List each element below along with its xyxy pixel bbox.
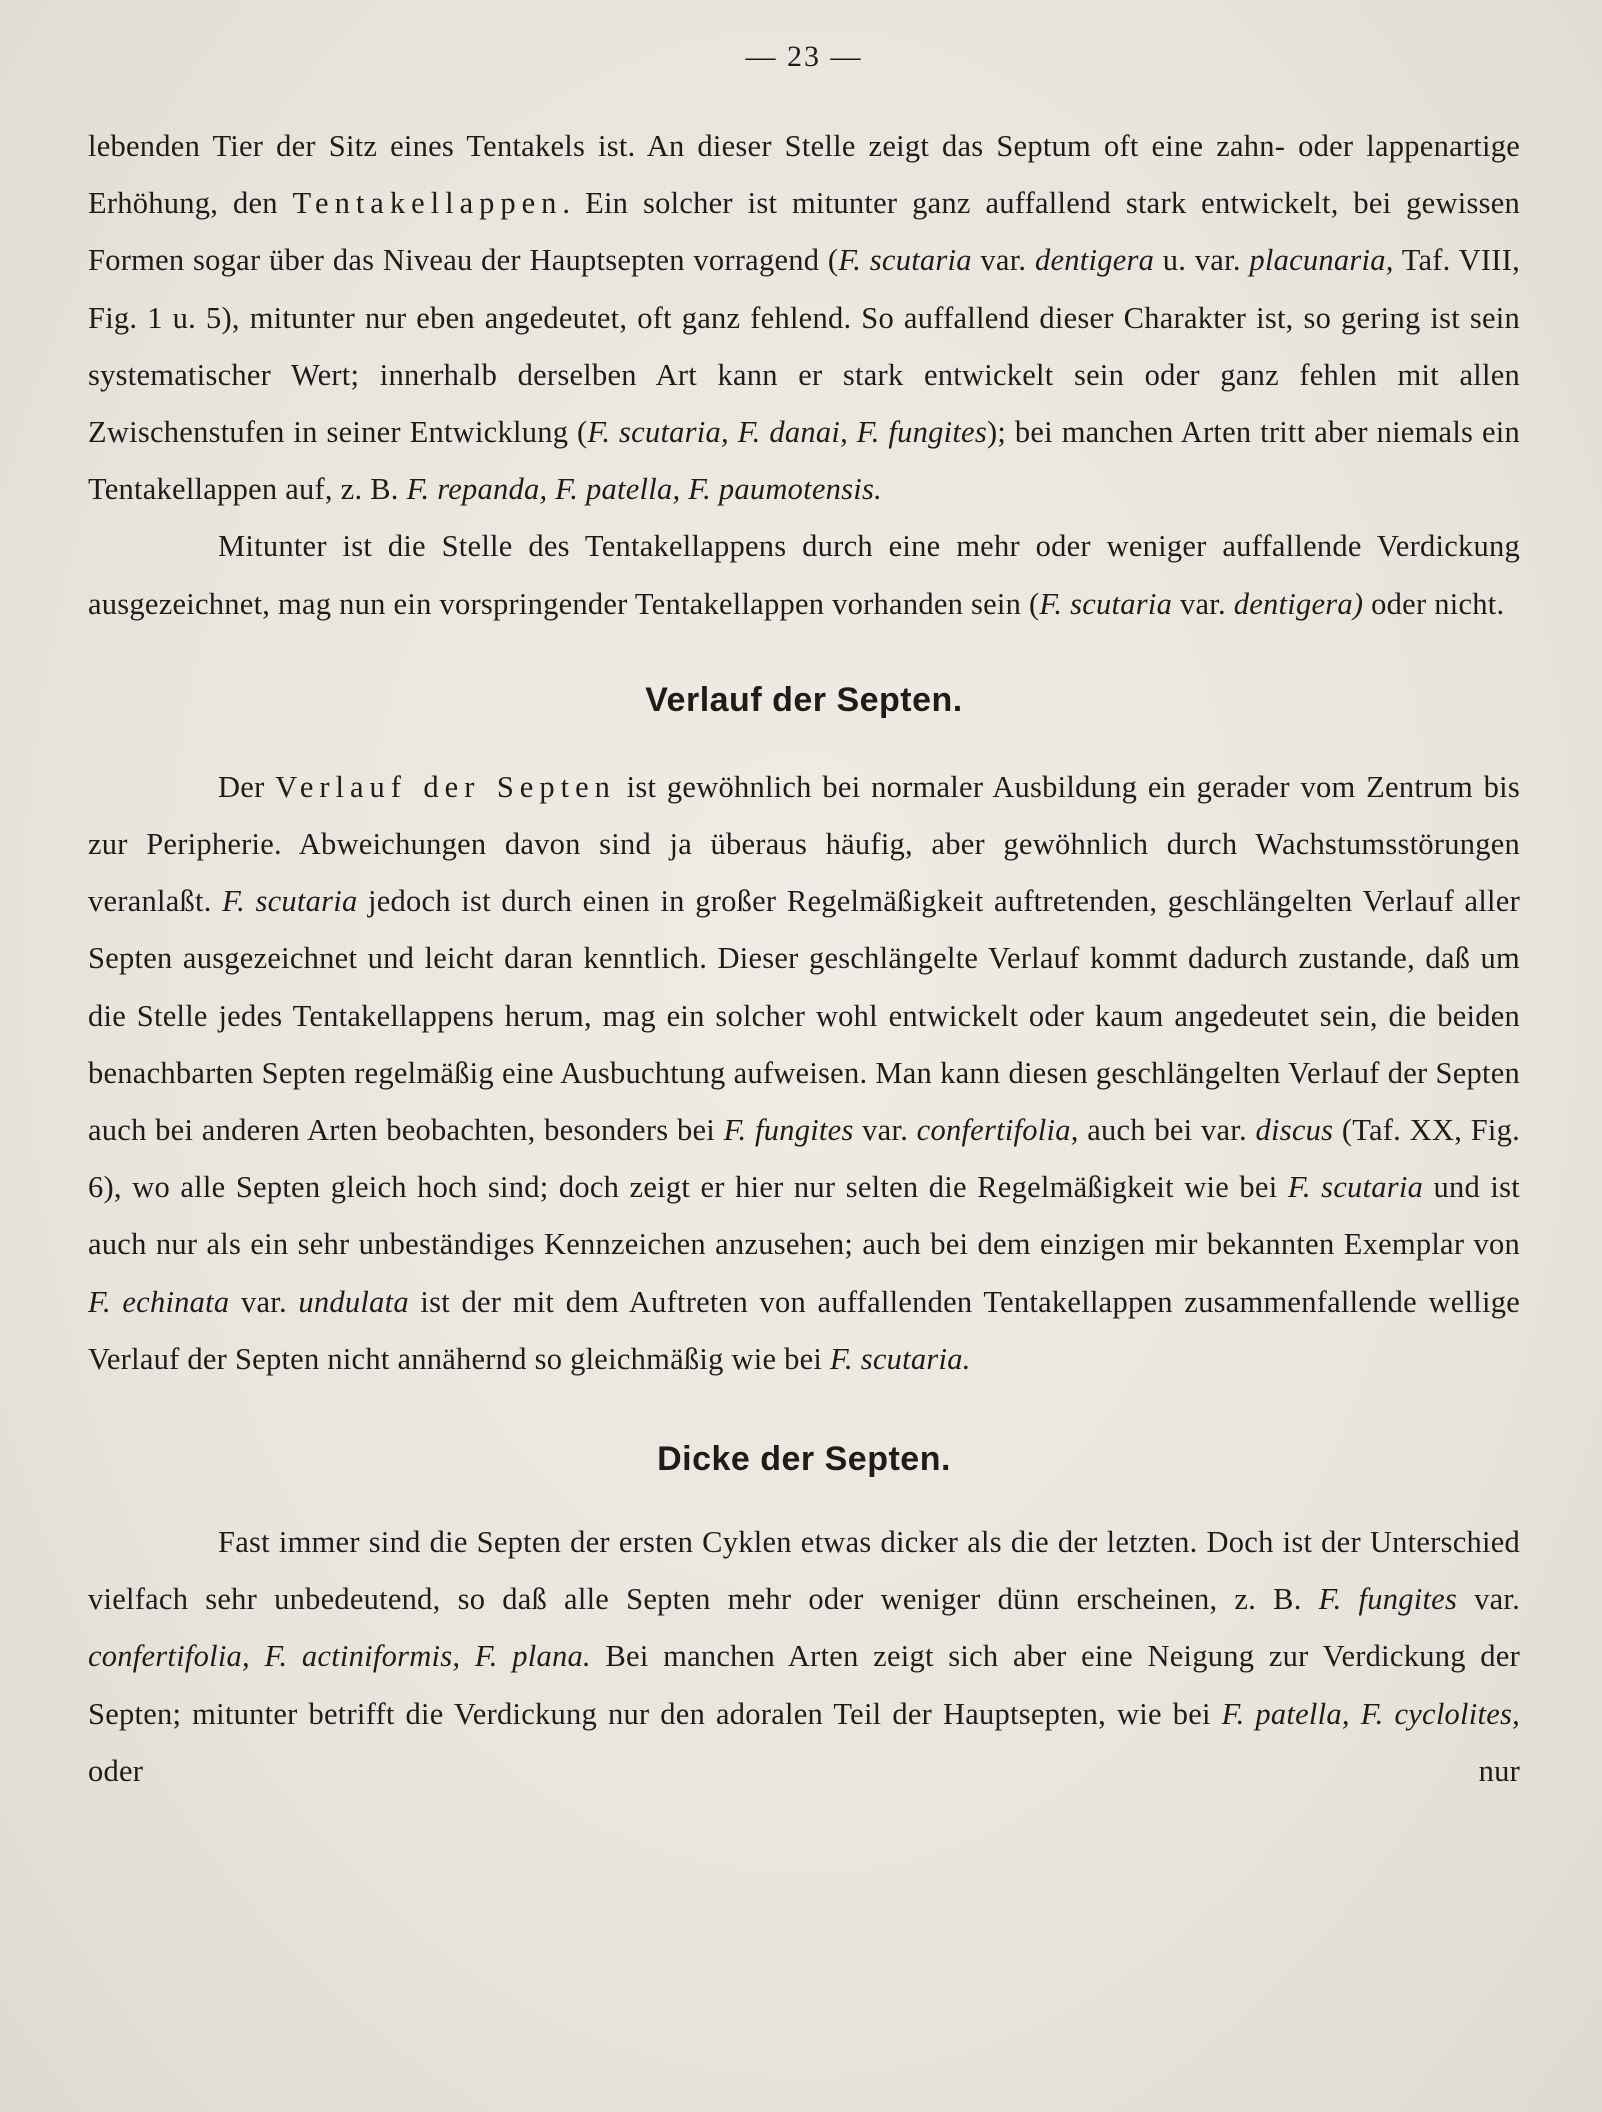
text-run: var. <box>853 1113 917 1148</box>
species-name: confertifolia, <box>916 1113 1079 1148</box>
paragraph-dicke <box>88 1514 1520 1800</box>
text-run: . Ein solcher ist mitunter ganz auffallend stark entwickelt, bei gewissen Formen sogar über das Niveau der Hauptsepten vorragend ( <box>88 186 1520 278</box>
text-run: Bei manchen Arten zeigt sich aber eine Neigung zur Verdickung der Septen; mitunter betrifft die Verdickung nur den adoralen Teil der Hauptsepten, wie bei <box>88 1639 1520 1731</box>
paragraph-verdickung <box>88 518 1520 632</box>
text-run: var. <box>229 1284 299 1319</box>
text-run: var. <box>1457 1582 1520 1617</box>
text-run: var. <box>971 243 1035 278</box>
species-name: F. scutaria, F. danai, F. fungites <box>587 415 987 450</box>
species-name: undulata <box>298 1284 409 1319</box>
text-run: auch bei var. <box>1078 1113 1256 1148</box>
emphasis-spaced: Verlauf der Septen <box>275 769 616 804</box>
paragraph-verlauf <box>88 759 1520 1388</box>
species-name: dentigera) <box>1233 586 1364 621</box>
species-name: confertifolia, F. actiniformis, F. plana. <box>88 1639 591 1674</box>
species-name: discus <box>1255 1113 1334 1148</box>
text-run: ist der mit dem Auftreten von auffallenden Tentakellappen zusammenfallende wellige Verlauf der Septen nicht annähernd so gleichmäßig wie bei <box>88 1284 1520 1376</box>
species-name: F. fungites <box>723 1113 854 1148</box>
text-run: Mitunter ist die Stelle des Tentakellappens durch eine mehr oder weniger auffallende Verdickung ausgezeichnet, mag nun ein vorspringender Tentakellappen vorhanden sein ( <box>88 529 1520 621</box>
text-run: var. <box>1172 586 1234 621</box>
species-name: F. scutaria <box>838 243 972 278</box>
section-verlauf <box>88 759 1520 1388</box>
text-run: jedoch ist durch einen in großer Regelmäßigkeit auftretenden, geschlängelten Verlauf aller Septen ausgezeichnet und leicht daran kenntlich. Dieser geschlängelte Verlauf kommt dadurch zustande, daß um die Stelle jedes Tentakellappens herum, mag ein solcher wohl entwickelt oder kaum angedeutet sein, die beiden benachbarten Septen regelmäßig eine Ausbuchtung aufweisen. Man kann diesen geschlängelten Verlauf der Septen auch bei anderen Arten beobachten, besonders bei <box>88 884 1520 1148</box>
species-name: F. fungites <box>1318 1582 1458 1617</box>
emphasis-spaced: Tentakellappen <box>292 186 563 221</box>
species-name: F. scutaria <box>1039 586 1173 621</box>
paragraph-tentakellappen <box>88 118 1520 518</box>
text-run: Taf. VIII, Fig. 1 u. 5), mitunter nur eben angedeutet, oft ganz fehlend. So auffallend dieser Charakter ist, so gering ist sein systematischer Wert; innerhalb derselben Art kann er stark entwickelt sein oder ganz fehlen mit allen Zwischenstufen in seiner Entwicklung ( <box>88 243 1520 450</box>
section-intro <box>88 118 1520 633</box>
species-name: F. scutaria <box>222 884 358 919</box>
species-name: F. patella, F. cyclolites, <box>1221 1696 1520 1731</box>
species-name: F. repanda, F. patella, F. paumotensis. <box>406 472 883 507</box>
text-run: (Taf. XX, Fig. 6), wo alle Septen gleich hoch sind; doch zeigt er hier nur selten die Regelmäßigkeit wie bei <box>88 1113 1521 1205</box>
text-run: lebenden Tier der Sitz eines Tentakels ist. An dieser Stelle zeigt das Septum oft eine zahn- oder lappenartige Erhöhung, den <box>88 129 1520 221</box>
text-run: oder nicht. <box>1363 586 1505 621</box>
species-name: F. echinata <box>88 1284 230 1319</box>
heading-verlauf-der-septen: Verlauf der Septen. <box>645 680 963 719</box>
text-run: Fast immer sind die Septen der ersten Cyklen etwas dicker als die der letzten. Doch ist der Unterschied vielfach sehr unbedeutend, so daß alle Septen mehr oder weniger dünn erscheinen, z. B. <box>88 1525 1520 1617</box>
heading-dicke-der-septen: Dicke der Septen. <box>657 1440 951 1479</box>
species-name: placunaria, <box>1249 243 1394 278</box>
text-run: und ist auch nur als ein sehr unbeständiges Kennzeichen anzusehen; auch bei dem einzigen mir bekannten Exemplar von <box>88 1170 1520 1262</box>
text-run: Der <box>218 769 276 804</box>
text-run: u. var. <box>1154 243 1250 278</box>
page-number: — 23 — <box>745 40 863 73</box>
text-run: oder nur <box>88 1753 1520 1788</box>
species-name: dentigera <box>1034 243 1155 278</box>
species-name: F. scutaria <box>1287 1170 1424 1205</box>
section-dicke <box>88 1514 1520 1800</box>
text-run: ist gewöhnlich bei normaler Ausbildung ein gerader vom Zentrum bis zur Peripherie. Abweichungen davon sind ja überaus häufig, aber gewöhnlich durch Wachstumsstörungen veranlaßt. <box>88 769 1520 919</box>
text-run: ); bei manchen Arten tritt aber niemals ein Tentakellappen auf, z. B. <box>88 415 1520 507</box>
species-name: F. scutaria. <box>830 1341 971 1376</box>
